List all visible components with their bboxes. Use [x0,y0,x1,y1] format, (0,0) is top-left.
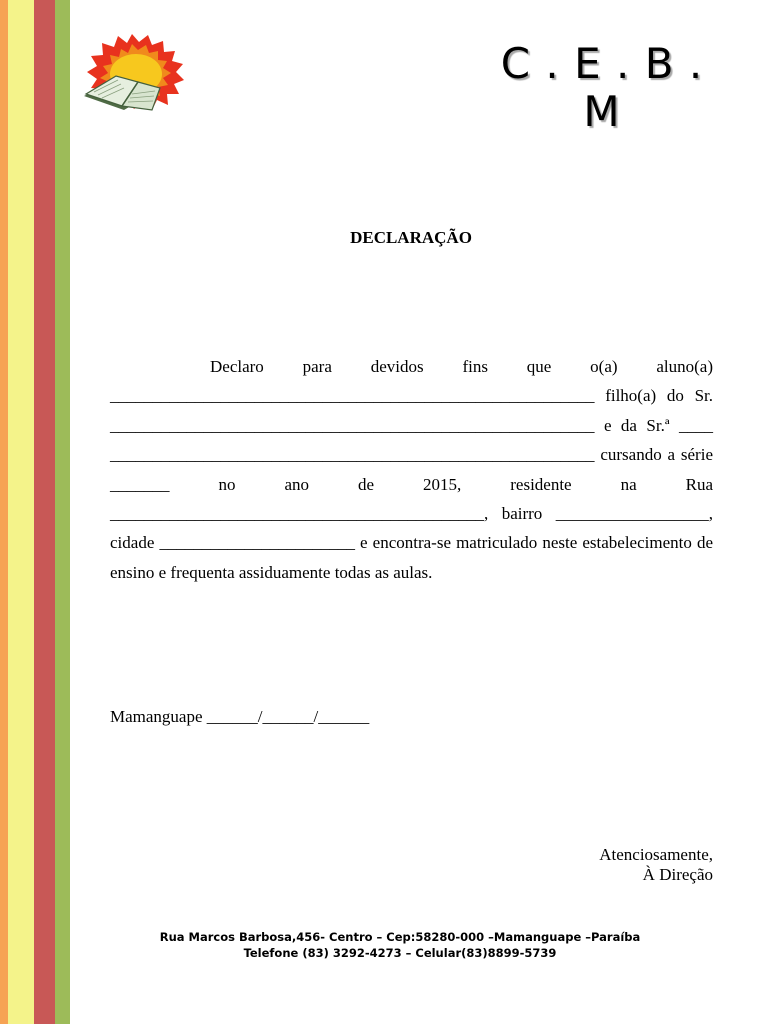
footer-phones: Telefone (83) 3292-4273 – Celular(83)8899-5739 [243,946,557,960]
school-name-heading: C . E . B . M [500,39,704,136]
signer-text: À Direção [642,865,713,884]
footer-contact [140,929,660,961]
left-border-stripe-green [55,0,70,1024]
declaration-body [110,352,713,587]
open-book-with-sunburst-icon [76,30,188,114]
left-border-stripe-yellow [8,0,34,1024]
left-border-stripe-red [34,0,55,1024]
document-title: DECLARAÇÃO [350,228,472,247]
declaration-paragraph: Declaro para devidos fins que o(a) aluno(a) _________________________________________________________ filho(a) do Sr. _________________________________________________________ e da Sr.ª ____ _________________________________________________________ cursando a série _______ no ano de 2015, residente na Rua ____________________________________________, bairro __________________, cidade _______________________ e encontra-se matriculado neste estabelecimento de ensino e frequenta assiduamente todas as aulas. [110,357,713,582]
footer-address: Rua Marcos Barbosa,456- Centro – Cep:58280-000 –Mamanguape –Paraíba [159,930,641,944]
signoff-block [599,845,713,885]
closing-text: Atenciosamente, [599,845,713,864]
date-line: Mamanguape ______/______/______ [110,707,370,726]
left-border-stripe-orange [0,0,8,1024]
